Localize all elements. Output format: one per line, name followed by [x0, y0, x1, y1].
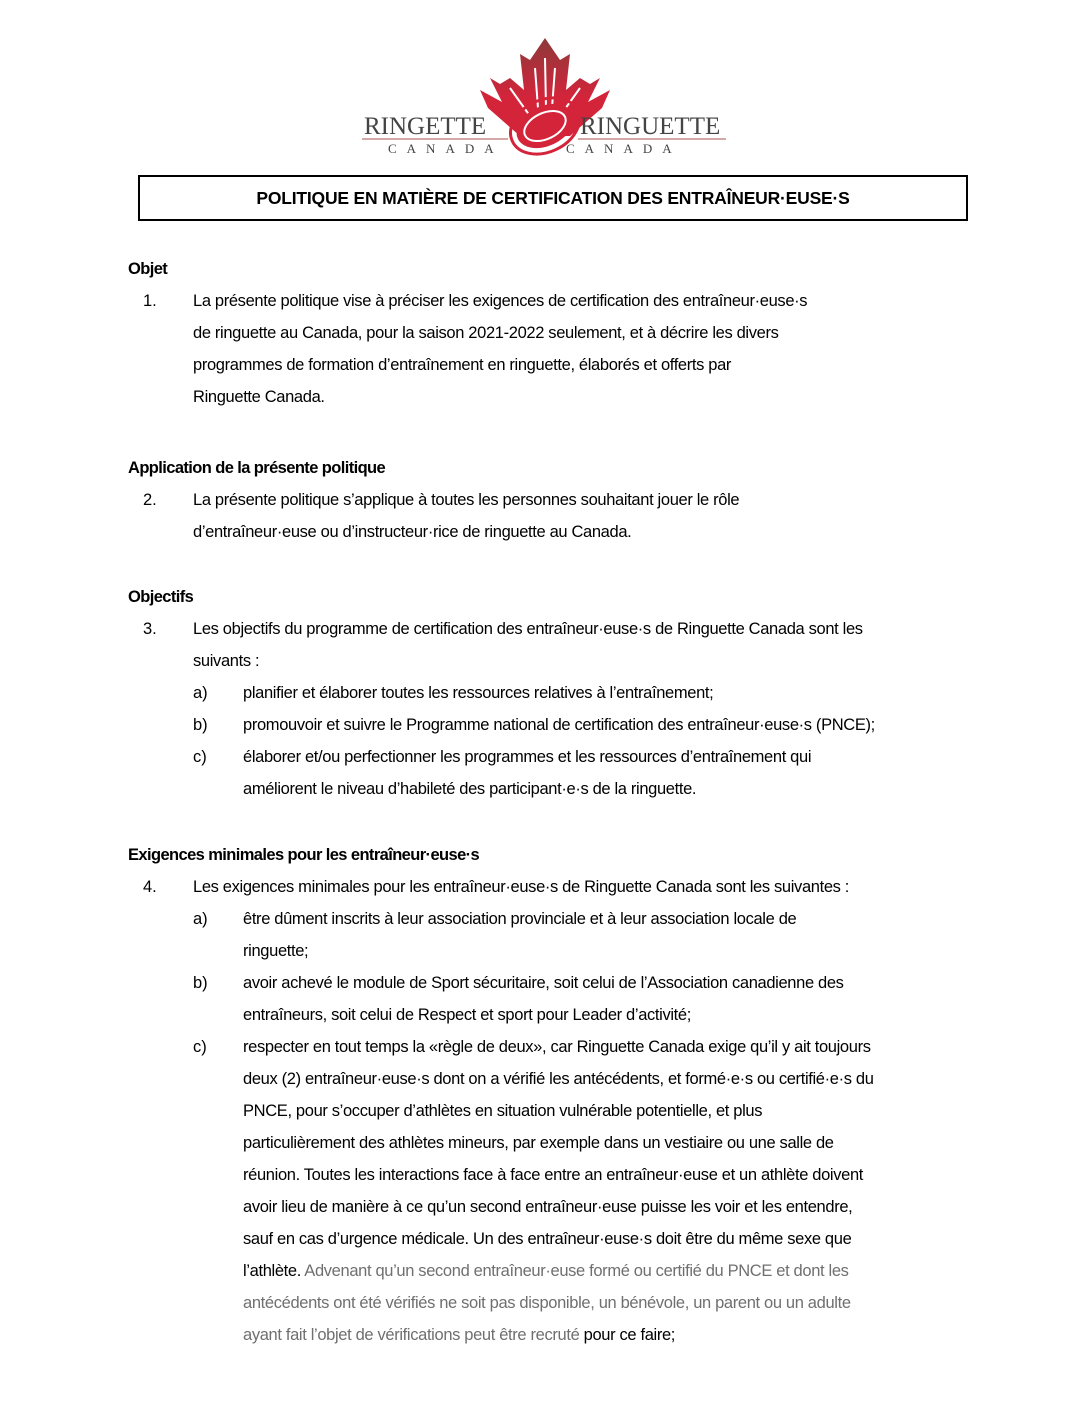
text-line-gray: antécédents ont été vérifiés ne soit pas disponible, un bénévole, un parent ou un adulte [243, 1294, 851, 1312]
text-line: suivants : [193, 652, 260, 670]
text-line: avoir lieu de manière à ce qu’un second entraîneur·euse puisse les voir et les entendre, [243, 1198, 853, 1216]
text-black: pour ce faire; [579, 1326, 676, 1344]
section-heading-application: Application de la présente politique [128, 459, 386, 477]
text-line: réunion. Toutes les interactions face à face entre an entraîneur·euse et un athlète doivent [243, 1166, 864, 1184]
text-black: l’athlète. [243, 1262, 301, 1280]
text-line: Les exigences minimales pour les entraîneur·euse·s de Ringuette Canada sont les suivantes : [193, 878, 850, 896]
text-line: ringuette; [243, 942, 309, 960]
item-number: 3. [143, 620, 157, 638]
ringette-canada-logo [360, 38, 730, 156]
text-line: promouvoir et suivre le Programme national de certification des entraîneur·euse·s (PNCE); [243, 716, 875, 734]
text-gray: Advenant qu’un second entraîneur·euse formé ou certifié du PNCE et dont les [300, 1262, 849, 1280]
subitem-letter: b) [193, 716, 208, 734]
text-line: La présente politique s’applique à toutes les personnes souhaitant jouer le rôle [193, 491, 740, 509]
section-heading-objectifs: Objectifs [128, 588, 194, 606]
section-heading-exigences: Exigences minimales pour les entraîneur·euse·s [128, 846, 480, 864]
item-number: 2. [143, 491, 157, 509]
svg-text:RINGETTE: RINGETTE [364, 113, 487, 140]
svg-text:CANADA: CANADA [566, 141, 682, 156]
text-line: entraîneurs, soit celui de Respect et sport pour Leader d’activité; [243, 1006, 691, 1024]
text-line: programmes de formation d’entraînement en ringuette, élaborés et offerts par [193, 356, 732, 374]
text-line-mixed [243, 1326, 675, 1345]
text-line: d’entraîneur·euse ou d’instructeur·rice de ringuette au Canada. [193, 523, 632, 541]
text-gray: ayant fait l’objet de vérifications peut être recruté [243, 1326, 580, 1344]
document-title: POLITIQUE EN MATIÈRE DE CERTIFICATION DES ENTRAÎNEUR·EUSE·S [256, 187, 850, 208]
text-line: respecter en tout temps la «règle de deux», car Ringuette Canada exige qu’il y ait toujours [243, 1038, 871, 1056]
maple-leaf-ring-icon [360, 38, 730, 156]
text-line: de ringuette au Canada, pour la saison 2021-2022 seulement, et à décrire les divers [193, 324, 779, 342]
text-line: élaborer et/ou perfectionner les programmes et les ressources d’entraînement qui [243, 748, 812, 766]
subitem-letter: b) [193, 974, 208, 992]
item-number: 4. [143, 878, 157, 896]
text-line: deux (2) entraîneur·euse·s dont on a vérifié les antécédents, et formé·e·s ou certifié·e·s du [243, 1070, 874, 1088]
text-line: Les objectifs du programme de certification des entraîneur·euse·s de Ringuette Canada sont les [193, 620, 863, 638]
document-title-box [138, 175, 968, 221]
section-heading-objet: Objet [128, 260, 168, 278]
text-line: Ringuette Canada. [193, 388, 325, 406]
subitem-letter: a) [193, 684, 208, 702]
text-line: améliorent le niveau d’habileté des participant·e·s de la ringuette. [243, 780, 697, 798]
text-line: sauf en cas d’urgence médicale. Un des entraîneur·euse·s doit être du même sexe que [243, 1230, 852, 1248]
text-line: être dûment inscrits à leur association provinciale et à leur association locale de [243, 910, 797, 928]
subitem-letter: c) [193, 1038, 207, 1056]
text-line: avoir achevé le module de Sport sécuritaire, soit celui de l’Association canadienne des [243, 974, 844, 992]
text-line: planifier et élaborer toutes les ressources relatives à l’entraînement; [243, 684, 714, 702]
svg-text:RINGUETTE: RINGUETTE [580, 113, 721, 140]
text-line-mixed [243, 1262, 849, 1281]
text-line: particulièrement des athlètes mineurs, par exemple dans un vestiaire ou une salle de [243, 1134, 834, 1152]
text-line: PNCE, pour s’occuper d’athlètes en situation vulnérable potentielle, et plus [243, 1102, 763, 1120]
subitem-letter: c) [193, 748, 207, 766]
subitem-letter: a) [193, 910, 208, 928]
svg-text:CANADA: CANADA [388, 141, 504, 156]
item-number: 1. [143, 292, 157, 310]
text-line: La présente politique vise à préciser les exigences de certification des entraîneur·euse·s [193, 292, 808, 310]
